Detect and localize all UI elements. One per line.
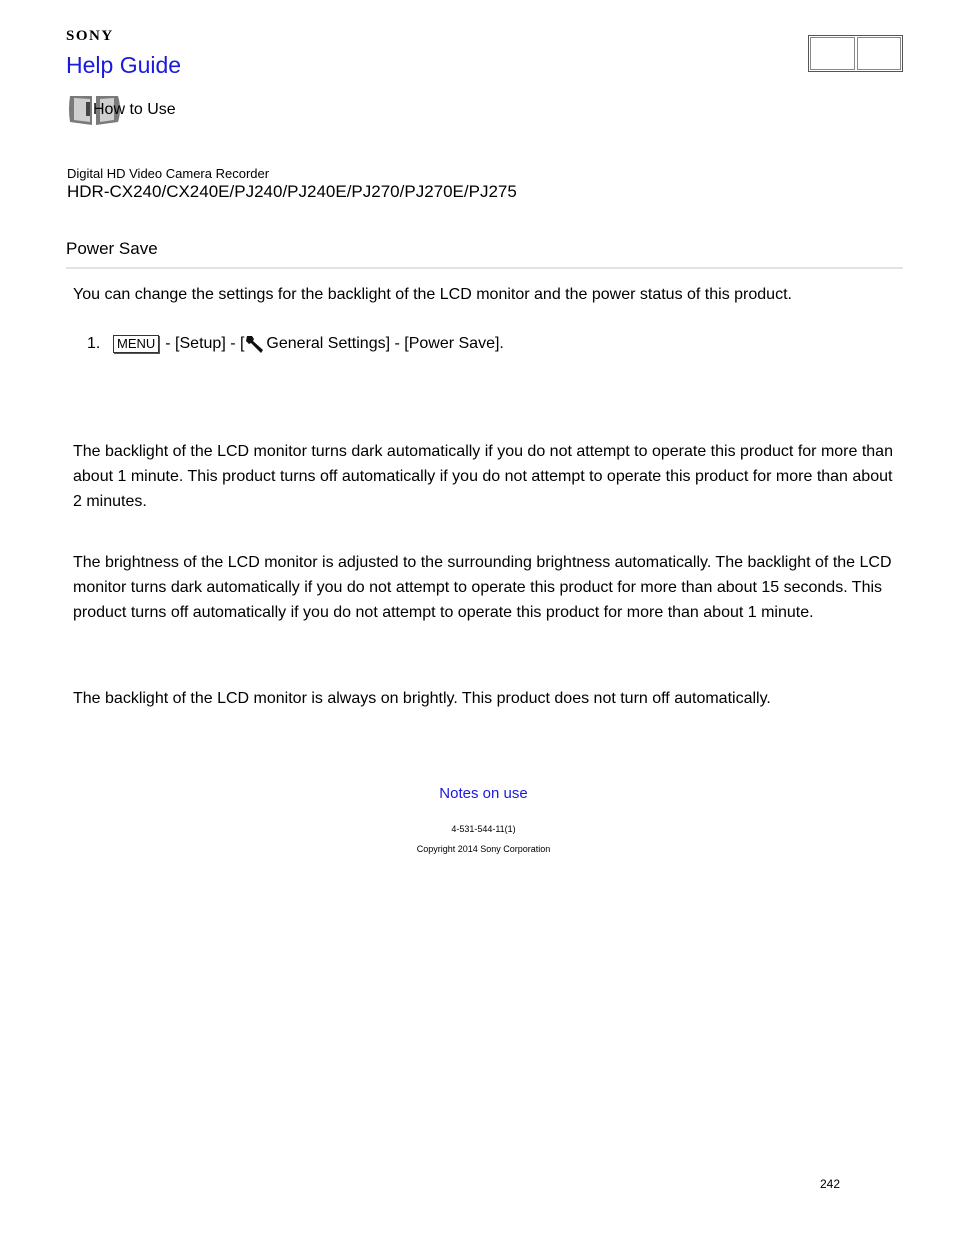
- step-1: [87, 334, 504, 354]
- normal-description: The backlight of the LCD monitor turns dark automatically if you do not attempt to operate this product for more than about 1 minute. This product turns off automatically if you do not attempt to operate this product for more than about 2 minutes.: [73, 443, 893, 510]
- wrench-icon: [244, 334, 266, 354]
- doc-code: 4-531-544-11(1): [451, 824, 516, 834]
- help-guide-link[interactable]: Help Guide: [66, 52, 182, 78]
- off-description: The backlight of the LCD monitor is always on brightly. This product does not turn off automatically.: [73, 690, 771, 707]
- intro-text: You can change the settings for the backlight of the LCD monitor and the power status of this product.: [73, 286, 792, 303]
- menu-key-icon: MENU: [113, 335, 159, 353]
- copyright: Copyright 2014 Sony Corporation: [416, 844, 551, 854]
- page-number: 242: [820, 1177, 841, 1191]
- top-nav-buttons: [808, 35, 903, 72]
- page-title: Power Save: [66, 239, 158, 258]
- step-number: 1.: [87, 335, 101, 352]
- nav-button-left[interactable]: [810, 37, 855, 70]
- section-label: How to Use: [93, 101, 176, 118]
- product-models: HDR-CX240/CX240E/PJ240/PJ240E/PJ270/PJ270E/PJ275: [67, 182, 517, 201]
- step-text-a: - [Setup] - [: [165, 335, 245, 352]
- nav-button-right[interactable]: [857, 37, 902, 70]
- step-text-b: General Settings] - [Power Save].: [266, 335, 504, 352]
- product-category: Digital HD Video Camera Recorder: [67, 166, 270, 181]
- brand-logo: SONY: [66, 28, 114, 44]
- title-divider: [66, 267, 903, 269]
- notes-on-use-link[interactable]: Notes on use: [439, 785, 528, 802]
- auto-description: The brightness of the LCD monitor is adjusted to the surrounding brightness automatically. The backlight of the LCD monitor turns dark automatically if you do not attempt to operate this product for more than about 15 seconds. This product turns off automatically if you do not attempt to operate this product for more than about 1 minute.: [73, 554, 892, 621]
